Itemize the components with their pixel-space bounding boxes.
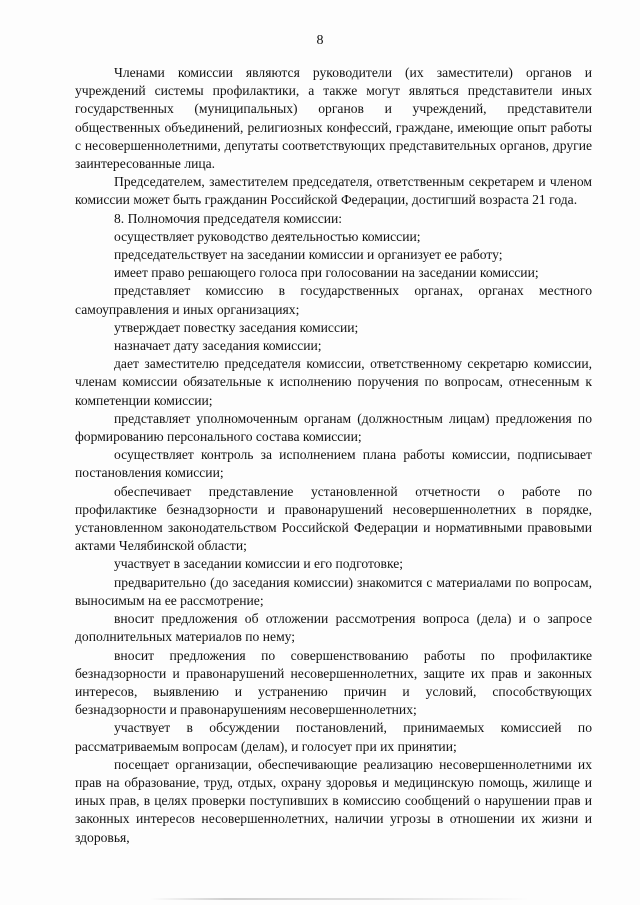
- scan-edge-artifact: [150, 898, 530, 900]
- list-item: представляет комиссию в государственных органах, органах местного самоуправления и иных организациях;: [75, 283, 592, 317]
- list-item: председательствует на заседании комиссии и организует ее работу;: [114, 247, 503, 263]
- list-item: осуществляет руководство деятельностью комиссии;: [114, 228, 421, 244]
- list-item: утверждает повестку заседания комиссии;: [114, 319, 359, 335]
- list-item: предварительно (до заседания комиссии) знакомится с материалами по вопросам, выносимым на ее рассмотрение;: [75, 574, 592, 608]
- list-item: обеспечивает представление установленной отчетности о работе по профилактике безнадзорности и правонарушений несовершеннолетних в порядке, установленном законодательством Российской Федерации и нормативными правовыми актами Челябинской области;: [75, 483, 592, 554]
- list-item: участвует в обсуждении постановлений, принимаемых комиссией по рассматриваемым вопросам (делам), и голосует при их принятии;: [75, 720, 592, 754]
- list-item: вносит предложения об отложении рассмотрения вопроса (дела) и о запросе дополнительных материалов по нему;: [75, 611, 592, 645]
- list-item: участвует в заседании комиссии и его подготовке;: [114, 556, 404, 572]
- paragraph-eligibility: Председателем, заместителем председателя, ответственным секретарем и членом комиссии может быть гражданин Российской Федерации, достигший возраста 21 года.: [75, 174, 592, 208]
- list-item: имеет право решающего голоса при голосовании на заседании комиссии;: [114, 265, 539, 281]
- list-item: осуществляет контроль за исполнением плана работы комиссии, подписывает постановления комиссии;: [75, 447, 592, 481]
- list-item: дает заместителю председателя комиссии, ответственному секретарю комиссии, членам комиссии обязательные к исполнению поручения по вопросам, отнесенным к компетенции комиссии;: [75, 356, 592, 408]
- page-number: 8: [316, 33, 324, 48]
- paragraph-commission-members: Членами комиссии являются руководители (их заместители) органов и учреждений системы профилактики, а также могут являться представители иных государственных (муниципальных) органов и учреждений, представители общественных объединений, религиозных конфессий, граждане, имеющие опыт работы с несовершеннолетними, депутаты соответствующих представительных органов, другие заинтересованные лица.: [75, 65, 592, 172]
- list-item: назначает дату заседания комиссии;: [114, 338, 322, 354]
- list-item: представляет уполномоченным органам (должностным лицам) предложения по формированию персонального состава комиссии;: [75, 410, 592, 445]
- document-body: [75, 64, 592, 847]
- list-item: вносит предложения по совершенствованию работы по профилактике безнадзорности и правонарушений несовершеннолетних, защите их прав и законных интересов, выявлению и устранению причин и условий, способствующих безнадзорности и правонарушениям несовершеннолетних;: [75, 647, 592, 718]
- section-heading-chair-powers: 8. Полномочия председателя комиссии:: [114, 210, 343, 226]
- list-item-continued: посещает организации, обеспечивающие реализацию несовершеннолетними их прав на образование, труд, отдых, охрану здоровья и медицинскую помощь, жилище и иных прав, в целях проверки поступивших в комиссию сообщений о нарушении прав и законных интересов несовершеннолетних, наличии угрозы в отношении их жизни и здоровья,: [75, 756, 592, 845]
